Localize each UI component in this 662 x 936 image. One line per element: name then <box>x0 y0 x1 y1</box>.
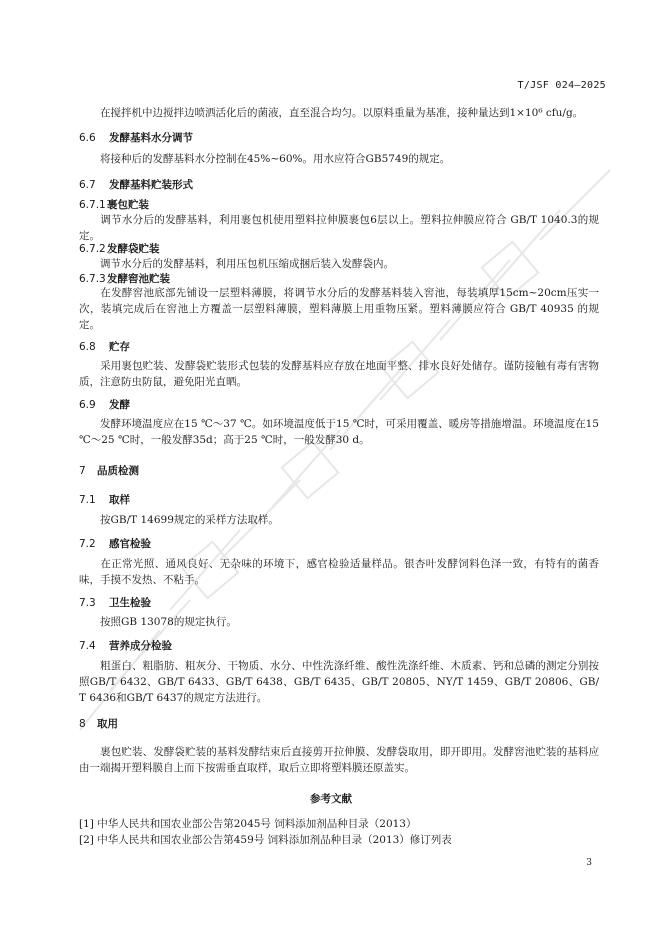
standard-number: T/JSF 024—2025 <box>517 80 606 91</box>
section-title: 营养成分检验 <box>109 640 172 652</box>
section-title: 发酵 <box>109 399 130 411</box>
section-number: 6.6 <box>79 132 96 144</box>
section-6-6-text <box>79 151 599 167</box>
section-6-7-heading <box>79 177 193 192</box>
section-6-9-heading <box>79 397 130 412</box>
section-7-1-heading <box>79 492 130 507</box>
section-8-heading <box>79 716 118 731</box>
section-number: 8 <box>79 718 86 730</box>
section-title: 卫生检验 <box>109 597 151 609</box>
section-number: 6.7.3 <box>79 273 106 285</box>
section-number: 7.1 <box>79 494 96 506</box>
section-number: 7.2 <box>79 538 96 550</box>
section-6-8-text <box>79 358 599 390</box>
section-7-3-heading <box>79 595 151 610</box>
section-title: 发酵袋贮装 <box>107 243 160 255</box>
section-6-6-heading <box>79 130 193 145</box>
paragraph-text: 粗蛋白、粗脂肪、粗灰分、干物质、水分、中性洗涤纤维、酸性洗涤纤维、木质素、钙和总磷的测定分别按照GB/T 6432、GB/T 6433、GB/T 6438、GB/T 6435、GB/T 20805、NY/T 1459、GB/T 20806、GB/T 6436和GB/T 6437的规定方法进行。 <box>79 660 599 704</box>
paragraph-inoculation <box>79 105 599 121</box>
section-7-2-text <box>79 556 599 588</box>
paragraph-text: 调节水分后的发酵基料，利用压包机压缩成捆后装入发酵袋内。 <box>100 258 394 270</box>
paragraph-text: 在发酵窖池底部先铺设一层塑料薄膜，将调节水分后的发酵基料装入窖池，每装填厚15cm~20cm压实一次，装填完成后在窖池上方覆盖一层塑料薄膜，塑料薄膜上用重物压紧。塑料薄膜应符合 GB/T 40935 的规定。 <box>79 287 599 331</box>
section-6-7-1-text <box>79 212 599 244</box>
section-6-8-heading <box>79 339 130 354</box>
section-title: 发酵基料水分调节 <box>109 132 193 144</box>
section-number: 6.9 <box>79 399 96 411</box>
section-number: 7.4 <box>79 640 96 652</box>
paragraph-text: 裹包贮装、发酵袋贮装的基料发酵结束后直接剪开拉伸膜、发酵袋取用，即开即用。发酵窖池贮装的基料应由一端揭开塑料膜自上而下按需垂直取样，取后立即将塑料膜还原盖实。 <box>79 746 599 774</box>
section-title: 品质检测 <box>97 465 139 477</box>
section-7-heading <box>79 463 139 478</box>
section-6-9-text <box>79 416 599 448</box>
section-title: 取样 <box>109 494 130 506</box>
page-number: 3 <box>586 858 592 868</box>
section-title: 发酵基料贮装形式 <box>109 179 193 191</box>
reference-item-2: [2] 中华人民共和国农业部公告第459号 饲料添加剂品种目录（2013）修订列表 <box>79 834 452 846</box>
section-7-4-heading <box>79 638 172 653</box>
paragraph-text: 在搅拌机中边搅拌边喷洒活化后的菌液，直至混合均匀。以原料重量为基准，接种量达到1×10⁶ cfu/g。 <box>100 107 584 119</box>
section-title: 裹包贮装 <box>107 199 149 211</box>
section-number: 6.8 <box>79 341 96 353</box>
paragraph-text: 采用裹包贮装、发酵袋贮装形式包装的发酵基料应存放在地面平整、排水良好处储存。谨防接触有毒有害物质，注意防虫防鼠，避免阳光直晒。 <box>79 360 599 388</box>
paragraph-text: 将接种后的发酵基料水分控制在45%~60%。用水应符合GB5749的规定。 <box>100 153 451 165</box>
section-number: 6.7.2 <box>79 243 106 255</box>
section-7-4-text <box>79 658 599 706</box>
section-number: 7.3 <box>79 597 96 609</box>
paragraph-text: 调节水分后的发酵基料，利用裹包机使用塑料拉伸膜裹包6层以上。塑料拉伸膜应符合 GB/T 1040.3的规定。 <box>79 214 599 242</box>
section-title: 发酵窖池贮装 <box>107 273 170 285</box>
section-6-7-2-text <box>79 256 599 272</box>
section-7-3-text <box>79 614 599 630</box>
section-number: 6.7 <box>79 179 96 191</box>
section-title: 贮存 <box>109 341 130 353</box>
paragraph-text: 发酵环境温度应在15 ℃～37 ℃。如环境温度低于15 ℃时，可采用覆盖、暖房等措施增温。环境温度在15 ℃～25 ℃时，一般发酵35d；高于25 ℃时，一般发酵30 d。 <box>79 418 599 446</box>
section-6-7-3-heading <box>79 271 170 286</box>
section-title: 感官检验 <box>109 538 151 550</box>
section-title: 取用 <box>97 718 118 730</box>
section-6-7-3-text <box>79 285 599 333</box>
section-7-1-text <box>79 512 599 528</box>
reference-item-1: [1] 中华人民共和国农业部公告第2045号 饲料添加剂品种目录（2013） <box>79 818 417 830</box>
paragraph-text: 按GB/T 14699规定的采样方法取样。 <box>100 514 279 526</box>
section-8-text <box>79 744 599 776</box>
section-7-2-heading <box>79 536 151 551</box>
paragraph-text: 按照GB 13078的规定执行。 <box>100 616 237 628</box>
section-6-7-2-heading <box>79 241 160 256</box>
section-number: 6.7.1 <box>79 199 106 211</box>
section-6-7-1-heading <box>79 197 149 212</box>
paragraph-text: 在正常光照、通风良好、无杂味的环境下，感官检验适量样品。银杏叶发酵饲料色泽一致，有特有的菌香味，手摸不发热、不粘手。 <box>79 558 599 586</box>
section-number: 7 <box>79 465 86 477</box>
references-title: 参考文献 <box>310 793 352 805</box>
